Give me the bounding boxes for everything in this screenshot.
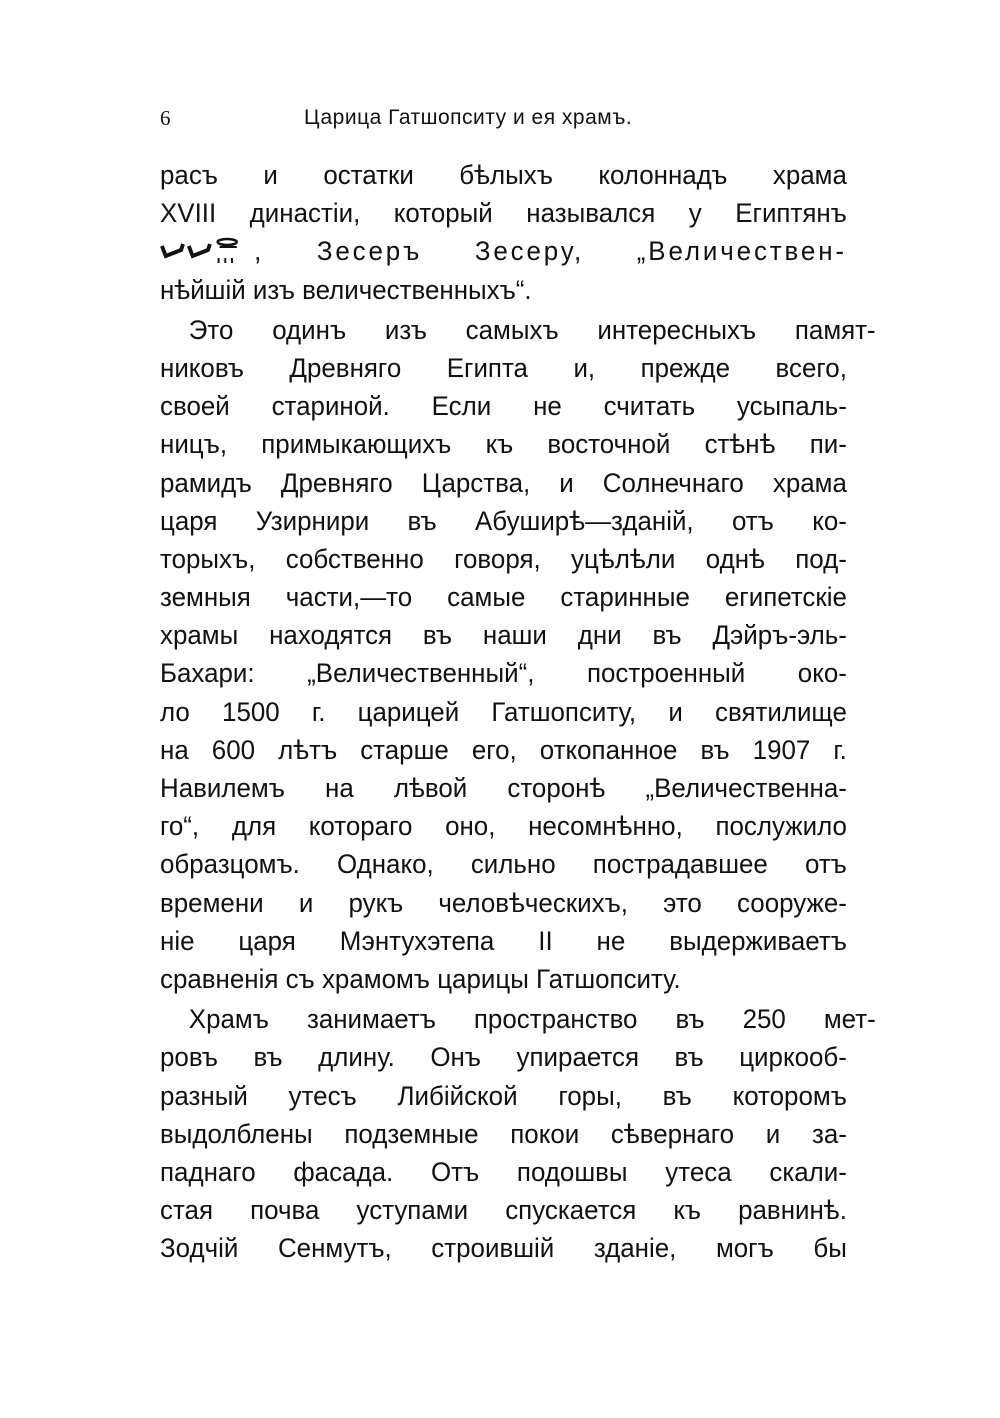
text-line: Бахари: „Величественный“, построенный око-	[160, 658, 847, 689]
text-line: никовъ Древняго Египта и, прежде всего,	[160, 352, 847, 383]
text-line: расъ и остатки бѣлыхъ колоннадъ храма	[160, 160, 847, 190]
text-line: го“, для котораго оно, несомнѣнно, послужило	[160, 811, 847, 842]
text-line: царя Узирнири въ Абуширѣ—зданій, отъ ко-	[160, 505, 847, 536]
text-line: выдолблены подземные покои сѣвернаго и за-	[160, 1118, 847, 1149]
text-line: разный утесъ Либійской горы, въ которомъ	[160, 1080, 847, 1111]
text-line: Храмъ занимаетъ пространство въ 250 мет-	[188, 1004, 876, 1035]
text-line: нѣйшій изъ величественныхъ“.	[160, 274, 532, 305]
text-line: на 600 лѣтъ старше его, откопанное въ 1907 г.	[160, 734, 847, 765]
text-line: XVIII династіи, который назывался у Египтянъ	[160, 198, 847, 229]
text-line: земныя части,—то самые старинные египетскіе	[160, 582, 847, 613]
paragraph-3	[160, 1000, 876, 1267]
text-line: Зодчій Сенмутъ, строившій зданіе, могъ бы	[160, 1233, 847, 1264]
text-line-with-hieroglyph	[160, 232, 847, 270]
text-line: времени и рукъ человѣческихъ, это сооруже-	[160, 887, 847, 918]
hieroglyph-icon	[160, 236, 254, 266]
paragraph-2	[160, 311, 876, 998]
text-line: ровъ въ длину. Онъ упирается въ циркооб-	[160, 1042, 847, 1073]
paragraph-1	[160, 156, 848, 309]
text-line: рамидъ Древняго Царства, и Солнечнаго храма	[160, 467, 847, 498]
page-body	[160, 156, 876, 1269]
text-line: стая почва уступами спускается къ равнинѣ.	[160, 1195, 847, 1226]
page-number: 6	[160, 106, 171, 130]
text-line: сравненія съ храмомъ царицы Гатшопситу.	[160, 963, 681, 994]
text-line: Это одинъ изъ самыхъ интересныхъ памят-	[188, 314, 876, 345]
text-line: образцомъ. Однако, сильно пострадавшее отъ	[160, 849, 847, 880]
text-line: храмы находятся въ наши дни въ Дэйръ-эль-	[160, 620, 847, 651]
text-line: ніе царя Мэнтухэтепа II не выдерживаетъ	[160, 925, 847, 956]
running-header	[160, 106, 850, 136]
text-line: Навилемъ на лѣвой сторонѣ „Величественна-	[160, 773, 847, 803]
text-line: торыхъ, собственно говоря, уцѣлѣли однѣ под-	[160, 543, 847, 574]
text-line: ло 1500 г. царицей Гатшопситу, и святилище	[160, 696, 847, 727]
running-title: Царица Гатшопситу и ея храмъ.	[304, 106, 633, 129]
text-line: паднаго фасада. Отъ подошвы утеса скали-	[160, 1156, 847, 1187]
text-line: ницъ, примыкающихъ къ восточной стѣнѣ пи-	[160, 429, 847, 460]
text-line: , Зесеръ Зесеру, „Величествен-	[254, 236, 847, 267]
text-line: своей стариной. Если не считать усыпаль-	[160, 391, 847, 422]
